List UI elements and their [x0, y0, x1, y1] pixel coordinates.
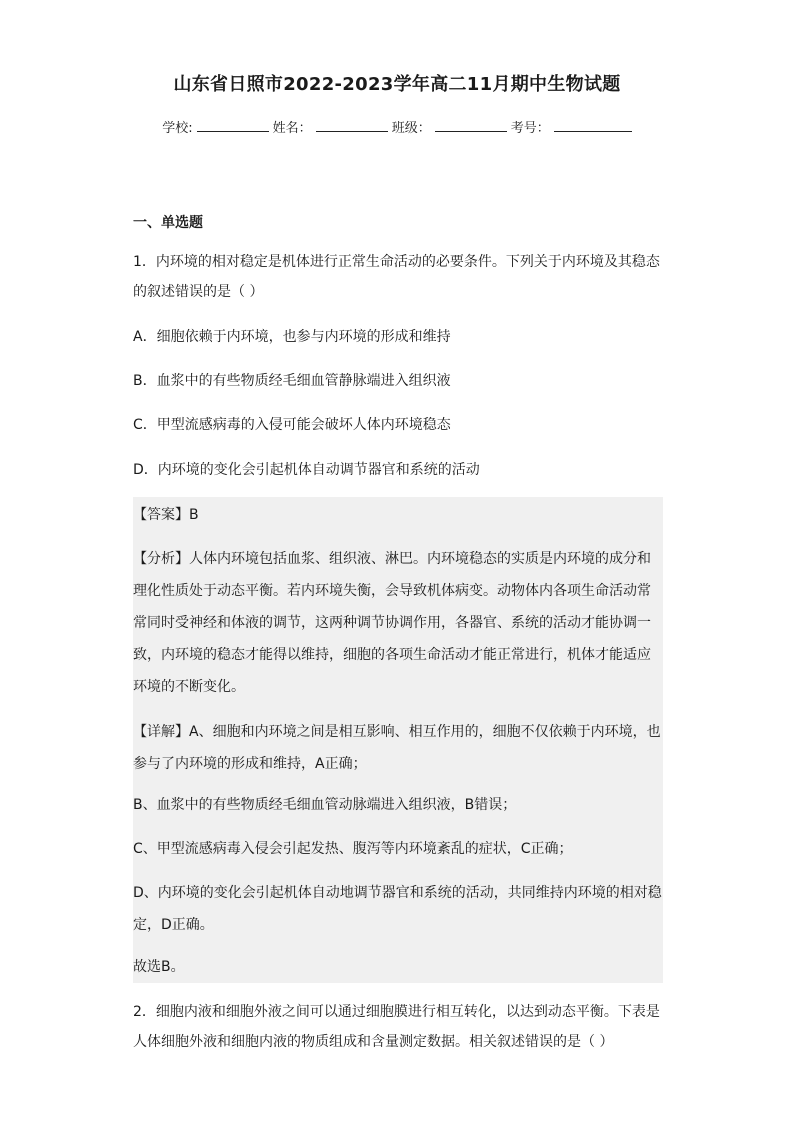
exam-no-blank[interactable] [554, 119, 632, 132]
detail-a: 【详解】A、细胞和内环境之间是相互影响、相互作用的，细胞不仅依赖于内环境，也参与了内环境的形成和维持，A正确； [133, 724, 661, 772]
question-1-stem: 1．内环境的相对稳定是机体进行正常生命活动的必要条件。下列关于内环境及其稳态的叙述错误的是（ ） [133, 254, 660, 300]
school-blank[interactable] [197, 119, 269, 132]
name-blank[interactable] [316, 119, 388, 132]
student-info-line [0, 117, 794, 136]
answer-explanation-box [133, 497, 663, 983]
page-title: 山东省日照市2022-2023学年高二11月期中生物试题 [173, 74, 621, 95]
exam-no-label: 考号： [510, 121, 550, 136]
question-1-option-c: C．甲型流感病毒的入侵可能会破坏人体内环境稳态 [133, 417, 451, 433]
class-blank[interactable] [435, 119, 507, 132]
question-1-option-b: B．血浆中的有些物质经毛细血管静脉端进入组织液 [133, 373, 451, 389]
name-label: 姓名： [272, 121, 312, 136]
school-label: 学校: [162, 121, 193, 136]
detail-b: B、血浆中的有些物质经毛细血管动脉端进入组织液，B错误； [133, 797, 517, 813]
answer-line: 【答案】B [133, 507, 199, 523]
detail-c: C、甲型流感病毒入侵会引起发热、腹泻等内环境紊乱的症状，C正确； [133, 841, 573, 857]
class-label: 班级： [391, 121, 431, 136]
question-2-stem: 2．细胞内液和细胞外液之间可以通过细胞膜进行相互转化，以达到动态平衡。下表是人体细胞外液和细胞内液的物质组成和含量测定数据。相关叙述错误的是（ ） [133, 1004, 660, 1050]
conclusion-line: 故选B。 [133, 959, 185, 975]
section-title: 一、单选题 [133, 215, 203, 231]
analysis-paragraph: 【分析】人体内环境包括血浆、组织液、淋巴。内环境稳态的实质是内环境的成分和理化性质处于动态平衡。若内环境失衡，会导致机体病变。动物体内各项生命活动常常同时受神经和体液的调节，这两种调节协调作用，各器官、系统的活动才能协调一致，内环境的稳态才能得以维持，细胞的各项生命活动才能正常进行，机体才能适应环境的不断变化。 [133, 551, 651, 695]
detail-d: D、内环境的变化会引起机体自动地调节器官和系统的活动，共同维持内环境的相对稳定，D正确。 [133, 885, 662, 933]
question-1-option-d: D．内环境的变化会引起机体自动调节器官和系统的活动 [133, 462, 480, 478]
question-1-option-a: A．细胞依赖于内环境，也参与内环境的形成和维持 [133, 329, 451, 345]
